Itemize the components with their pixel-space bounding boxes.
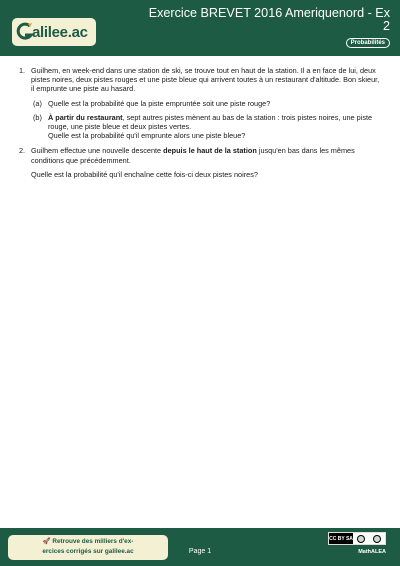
- topic-badge: Probabilités: [346, 38, 390, 48]
- promo-line-1: 🚀 Retrouve des milliers d'ex-: [42, 538, 134, 545]
- header-bar: [0, 0, 400, 56]
- cc-sa-icon: [373, 535, 381, 543]
- sub-label: (a): [33, 98, 42, 108]
- exercise-content: [19, 66, 383, 185]
- promo-link[interactable]: [8, 535, 168, 560]
- page-number: Page 1: [188, 548, 212, 555]
- galilee-logo[interactable]: [12, 18, 96, 46]
- mathalea-brand: MathALEA: [358, 549, 386, 555]
- cc-license-text: CC BY SA: [329, 533, 353, 544]
- question-number: 2.: [19, 146, 26, 156]
- emphasis-text: depuis le haut de la station: [163, 146, 257, 156]
- galilee-g-icon: [16, 22, 33, 42]
- question-1b-text: , sept autres pistes mènent au bas de la station : trois pistes noires, une piste rouge, une piste bleue et deux pistes vertes.: [48, 112, 373, 132]
- question-1b-question: Quelle est la probabilité qu'il emprunte alors une piste bleue?: [48, 131, 246, 141]
- exercise-title: Exercice BREVET 2016 Ameriquenord - Ex 2: [148, 6, 390, 33]
- logo-text: alilee.ac: [32, 23, 88, 41]
- sub-label: (b): [33, 112, 42, 122]
- question-1a-text: Quelle est la probabilité que la piste empruntée soit une piste rouge?: [48, 98, 271, 108]
- question-2: [19, 146, 383, 179]
- cc-by-icon: [357, 535, 365, 543]
- cc-license-badge[interactable]: [328, 532, 386, 545]
- question-1-intro: Guilhem, en week-end dans une station de ski, se trouve tout en haut de la station. Il a en face de lui, deux pistes noires, deux pistes rouges et une piste bleue qui arrivent toutes à un restaurant d'altitude. Bon skieur, il emprunte une piste au hasard.: [31, 66, 380, 94]
- question-2-pre: Guilhem effectue une nouvelle descente: [31, 146, 164, 156]
- question-number: 1.: [19, 66, 26, 75]
- question-1a: [33, 99, 383, 108]
- question-1b: [33, 113, 383, 141]
- emphasis-text: À partir du restaurant: [48, 112, 123, 122]
- promo-line-2: ercices corrigés sur galilee.ac: [42, 548, 134, 555]
- question-1: [19, 66, 383, 140]
- question-2-question: Quelle est la probabilité qu'il enchaîne cette fois-ci deux pistes noires?: [31, 169, 258, 179]
- question-2-post: jusqu'en bas dans les mêmes conditions que précédemment.: [31, 146, 355, 165]
